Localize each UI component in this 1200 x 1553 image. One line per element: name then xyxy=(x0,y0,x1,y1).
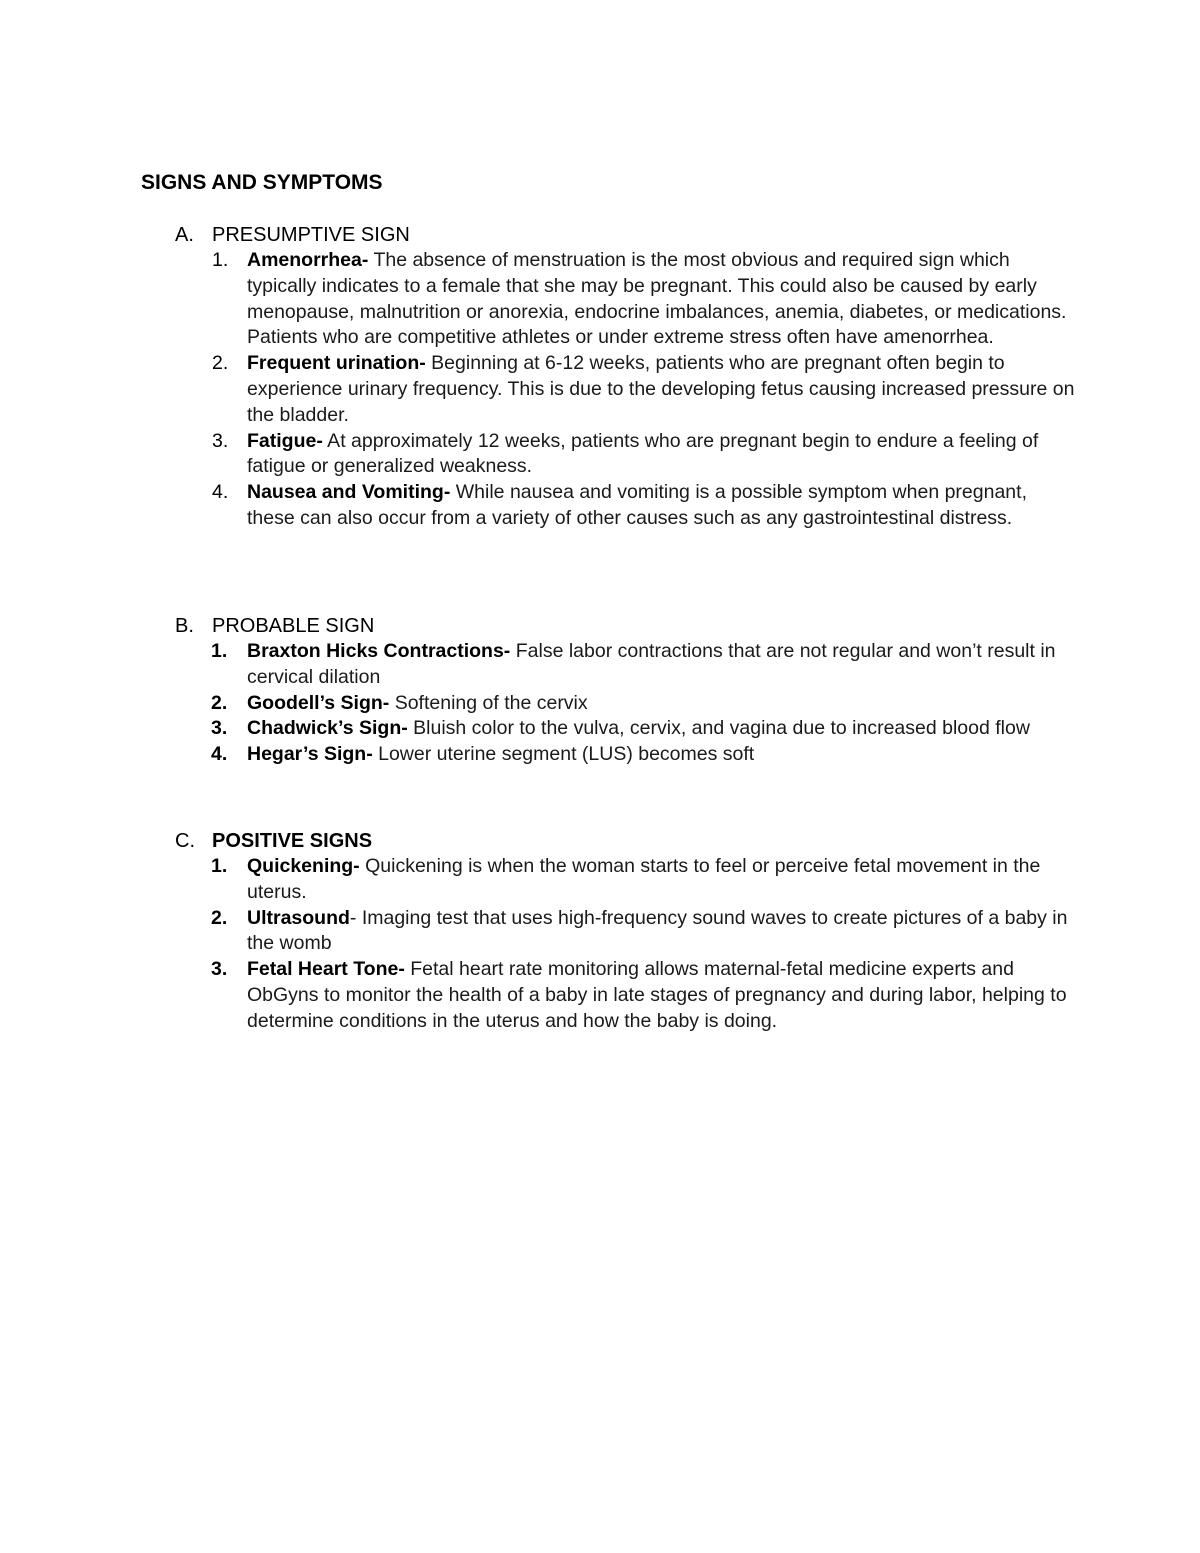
item-description: Beginning at 6-12 weeks, patients who are pregnant often begin to experience urinary frequency. This is due to the developing fetus causing increased pressure on the bladder. xyxy=(247,352,1075,426)
sign-list xyxy=(0,639,1200,768)
item-term: Amenorrhea- xyxy=(247,249,369,271)
item-term: Braxton Hicks Contractions- xyxy=(247,640,511,662)
item-description: Quickening is when the woman starts to feel or perceive fetal movement in the uterus. xyxy=(247,855,1041,903)
item-number: 1. xyxy=(212,249,229,271)
item-term: Ultrasound xyxy=(247,906,350,929)
item-number: 3. xyxy=(212,429,229,452)
item-term: Quickening- xyxy=(247,855,360,877)
item-number: 2. xyxy=(212,352,229,375)
item-description: The absence of menstruation is the most obvious and required sign which typically indicates to a female that she may be pregnant. This could also be caused by early menopause, malnutrition or anorexia, endocrine imbalances, anemia, diabetes, or medications. Patients who are competitive athletes or under extreme stress often have amenorrhea. xyxy=(247,249,1067,349)
section-heading-text: POSITIVE SIGNS xyxy=(212,830,373,852)
item-number: 1. xyxy=(211,640,228,662)
item-number: 2. xyxy=(211,691,228,714)
item-term: Goodell’s Sign- xyxy=(247,691,390,714)
list-item xyxy=(0,351,1077,428)
list-item xyxy=(0,906,1077,958)
item-description: Softening of the cervix xyxy=(389,691,588,714)
list-item xyxy=(0,248,1077,351)
item-description: Lower uterine segment (LUS) becomes soft xyxy=(372,743,755,766)
item-description: At approximately 12 weeks, patients who are pregnant begin to endure a feeling of fatigue or generalized weakness. xyxy=(247,429,1039,478)
section-letter: B. xyxy=(175,615,194,637)
item-term: Hegar’s Sign- xyxy=(247,743,373,766)
item-number: 3. xyxy=(211,958,228,981)
list-item xyxy=(0,639,1077,691)
item-description: Bluish color to the vulva, cervix, and vagina due to increased blood flow xyxy=(407,717,1030,740)
list-item xyxy=(0,957,1077,1034)
item-term: Fatigue- xyxy=(247,429,323,452)
list-item xyxy=(0,742,1077,768)
item-number: 2. xyxy=(211,906,228,929)
section-letter: A. xyxy=(175,224,194,246)
item-description: Fetal heart rate monitoring allows maternal-fetal medicine experts and ObGyns to monitor the health of a baby in late stages of pregnancy and during labor, helping to determine conditions in the uterus and how the baby is doing. xyxy=(247,958,1067,1032)
item-number: 4. xyxy=(212,481,229,504)
item-description: False labor contractions that are not regular and won’t result in cervical dilation xyxy=(247,640,1056,688)
item-number: 1. xyxy=(211,855,228,877)
section-letter: C. xyxy=(175,830,195,852)
section-heading xyxy=(175,828,372,854)
list-item xyxy=(0,691,1077,717)
list-item xyxy=(0,854,1077,906)
section-heading-text: PROBABLE SIGN xyxy=(212,615,375,637)
section-heading-text: PRESUMPTIVE SIGN xyxy=(212,224,410,246)
section-heading xyxy=(175,222,410,248)
item-description: - Imaging test that uses high-frequency sound waves to create pictures of a baby in the womb xyxy=(247,906,1068,955)
item-number: 3. xyxy=(211,717,228,740)
item-term: Nausea and Vomiting- xyxy=(247,481,451,504)
list-item xyxy=(0,480,1077,532)
section-heading xyxy=(175,613,374,639)
list-item xyxy=(0,429,1077,481)
document-title: SIGNS AND SYMPTOMS xyxy=(141,171,383,194)
list-item xyxy=(0,716,1077,742)
item-term: Frequent urination- xyxy=(247,352,426,375)
item-description: While nausea and vomiting is a possible symptom when pregnant, these can also occur from a variety of other causes such as any gastrointestinal distress. xyxy=(247,481,1027,529)
sign-list xyxy=(0,854,1200,1035)
sign-list xyxy=(0,248,1200,532)
item-number: 4. xyxy=(211,743,228,766)
item-term: Chadwick’s Sign- xyxy=(247,717,408,740)
item-term: Fetal Heart Tone- xyxy=(247,958,405,981)
